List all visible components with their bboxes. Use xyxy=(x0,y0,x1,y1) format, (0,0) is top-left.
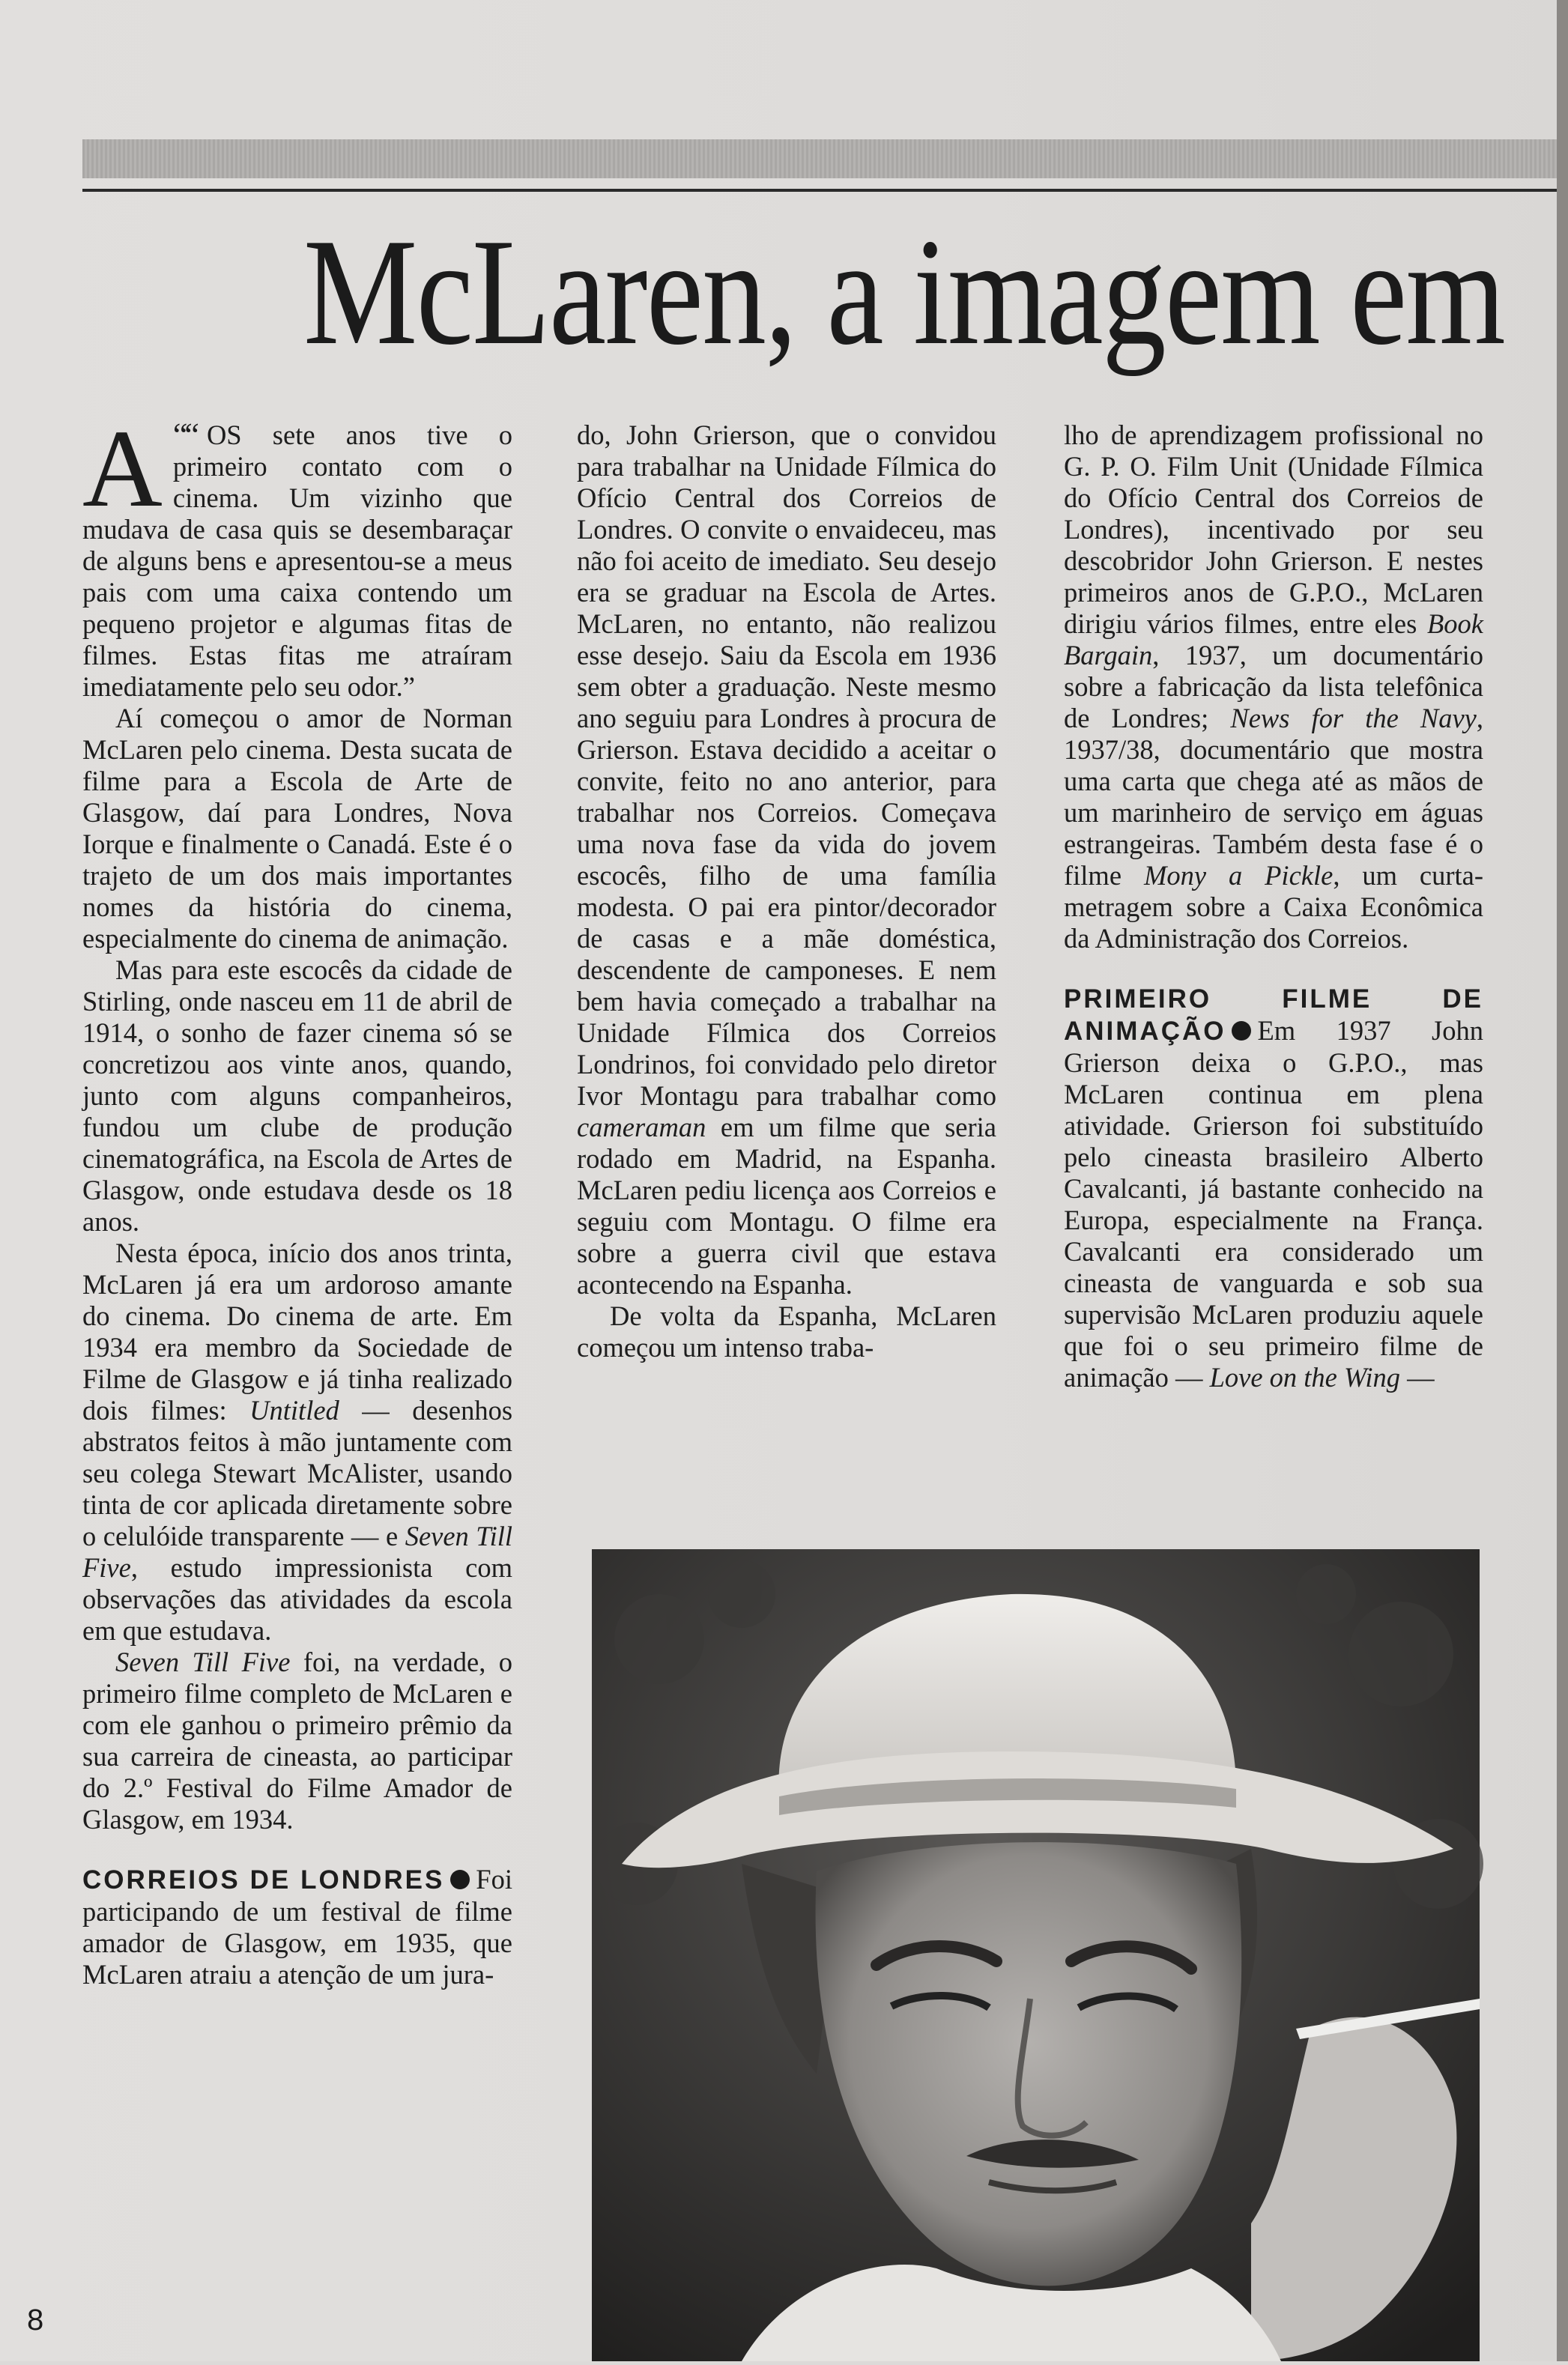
film-title: Untitled xyxy=(249,1395,339,1426)
header-band xyxy=(82,139,1557,178)
opening-paragraph: ““ A OS sete anos tive o primeiro contato com o cinema. Um vizinho que mudava de casa quis se desembaraçar de alguns bens e apresentou-se a meus pais com uma caixa contendo um pequeno projetor e algumas fitas de filmes. Estas fitas me atraíram imediatamente pelo seu odor.” xyxy=(82,408,512,702)
section-subhead: CORREIOS DE LONDRES xyxy=(82,1865,445,1895)
paragraph: Mas para este escocês da cidade de Stirling, onde nasceu em 11 de abril de 1914, o sonho de fazer cinema só se concretizou aos vinte anos, quando, junto com alguns companheiros, fundou um clube de produção cinematográfica, na Escola de Artes de Glasgow, onde estudava desde os 18 anos. xyxy=(82,954,512,1237)
film-title: Seven Till Five xyxy=(115,1647,291,1677)
dropcap: A xyxy=(82,408,163,530)
film-title: Mony a Pickle xyxy=(1143,860,1334,891)
header-rule xyxy=(82,189,1557,192)
column-1 xyxy=(82,408,513,1990)
section-subhead: PRIMEIRO FILME DE ANIMAÇÃO xyxy=(1064,984,1483,1046)
paragraph: De volta da Espanha, McLaren começou um intenso traba- xyxy=(577,1300,996,1363)
opening-quote: ““ xyxy=(172,417,196,453)
film-title: Love on the Wing xyxy=(1209,1362,1401,1393)
section-paragraph: PRIMEIRO FILME DE ANIMAÇÃO Em 1937 John Grierson deixa o G.P.O., mas McLaren continua em plena atividade. Grierson foi substituído pelo cineasta brasileiro Alberto Cavalcanti, já bastante conhecido na Europa, especialmente na França. Cavalcanti era considerado um cineasta de vanguarda e sob sua supervisão McLaren produziu aquele que foi o seu primeiro filme de animação — Love on the Wing — xyxy=(1064,984,1483,1393)
film-title: Book Bargain xyxy=(1064,608,1484,670)
paragraph: do, John Grierson, que o convidou para trabalhar na Unidade Fílmica do Ofício Central dos Correios de Londres. O convite o envaideceu, mas não foi aceito de imediato. Seu desejo era se graduar na Escola de Artes. McLaren, no entanto, não realizou esse desejo. Saiu da Escola em 1936 sem obter a graduação. Neste mesmo ano seguiu para Londres à procura de Grierson. Estava decidido a aceitar o convite, feito no ano anterior, para trabalhar nos Correios. Começava uma nova fase da vida do jovem escocês, filho de uma família modesta. O pai era pintor/decorador de casas e a mãe doméstica, descendente de camponeses. E nem bem havia começado a trabalhar na Unidade Fílmica dos Correios Londrinos, foi convidado pelo diretor Ivor Montagu para trabalhar como cameraman em um filme que seria rodado em Madrid, na Espanha. McLaren pediu licença aos Correios e seguiu com Montagu. O filme era sobre a guerra civil que estava acontecendo na Espanha. xyxy=(577,420,996,1300)
paragraph: Aí começou o amor de Norman McLaren pelo cinema. Desta sucata de filme para a Escola de Arte de Glasgow, daí para Londres, Nova Iorque e finalmente o Canadá. Este é o trajeto de um dos mais importantes nomes da história do cinema, especialmente do cinema de animação. xyxy=(82,703,512,954)
film-title: Seven Till Five xyxy=(82,1521,513,1583)
bullet-icon xyxy=(450,1870,470,1889)
column-2 xyxy=(577,420,996,1363)
portrait-photo-drawing xyxy=(592,1549,1480,2361)
page-edge-shadow xyxy=(1557,0,1568,2361)
section-paragraph: CORREIOS DE LONDRES Foi participando de um festival de filme amador de Glasgow, em 1935, que McLaren atraiu a atenção de um jura- xyxy=(82,1864,512,1990)
film-title: News for the Navy xyxy=(1230,703,1477,733)
portrait-photo xyxy=(592,1549,1480,2361)
paragraph: Nesta época, início dos anos trinta, McLaren já era um ardoroso amante do cinema. Do cinema de arte. Em 1934 era membro da Sociedade de Filme de Glasgow e já tinha realizado dois filmes: Untitled — desenhos abstratos feitos à mão juntamente com seu colega Stewart McAlister, usando tinta de cor aplicada diretamente sobre o celulóide transparente — e Seven Till Five, estudo impressionista com observações das atividades da escola em que estudava. xyxy=(82,1238,513,1646)
page-number: 8 xyxy=(27,2304,44,2337)
paragraph: Seven Till Five foi, na verdade, o primeiro filme completo de McLaren e com ele ganhou o primeiro prêmio da sua carreira de cineasta, ao participar do 2.º Festival do Filme Amador de Glasgow, em 1934. xyxy=(82,1647,512,1835)
headline: McLaren, a imagem em xyxy=(303,208,1505,377)
paragraph: lho de aprendizagem profissional no G. P. O. Film Unit (Unidade Fílmica do Ofício Central dos Correios de Londres), incentivado por seu descobridor John Grierson. E nestes primeiros anos de G.P.O., McLaren dirigiu vários filmes, entre eles Book Bargain, 1937, um documentário sobre a fabricação da lista telefônica de Londres; News for the Navy, 1937/38, documentário que mostra uma carta que chega até as mãos de um marinheiro de serviço em águas estrangeiras. Também desta fase é o filme Mony a Pickle, um curta-metragem sobre a Caixa Econômica da Administração dos Correios. xyxy=(1064,420,1484,954)
bullet-icon xyxy=(1232,1021,1251,1041)
column-3 xyxy=(1064,420,1483,1393)
italic-term: cameraman xyxy=(577,1112,706,1142)
